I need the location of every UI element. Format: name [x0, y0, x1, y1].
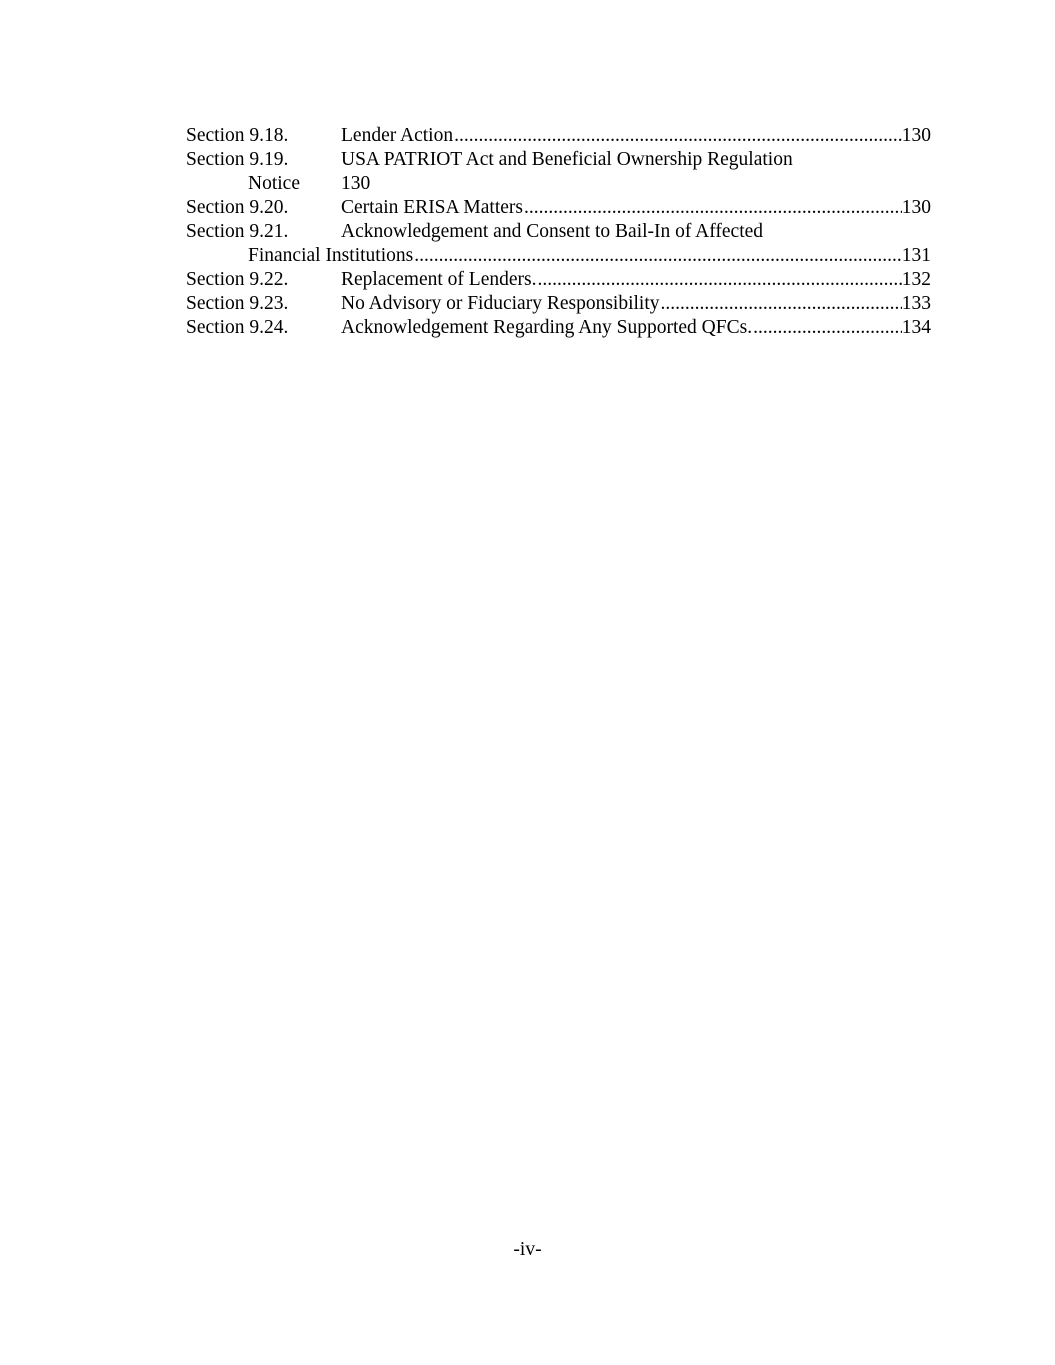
- dot-leader: [660, 292, 902, 316]
- toc-entry-title: Certain ERISA Matters: [341, 197, 523, 218]
- toc-section-number: Section 9.21.: [186, 221, 289, 242]
- toc-section-number: Section 9.18.: [186, 125, 289, 146]
- toc-entry-9-22[interactable]: [186, 268, 931, 292]
- toc-entry-title: Acknowledgement Regarding Any Supported QFCs.: [341, 317, 753, 338]
- toc-page-number: 133: [901, 293, 931, 314]
- toc-page-number: 134: [901, 317, 931, 338]
- toc-entry-title: Replacement of Lenders.: [341, 269, 537, 290]
- toc-section-number: Section 9.22.: [186, 269, 289, 290]
- toc-entry-9-21-continued[interactable]: [186, 244, 931, 268]
- dot-leader: [536, 268, 901, 292]
- dot-leader: [413, 244, 902, 268]
- toc-page-number: 131: [901, 245, 931, 266]
- toc-entry-9-24[interactable]: [186, 316, 931, 340]
- toc-section-number: Section 9.23.: [186, 293, 289, 314]
- dot-leader: [523, 196, 902, 220]
- toc-entry-title-continued: Notice: [248, 173, 300, 194]
- toc-entry-9-19[interactable]: [186, 148, 931, 172]
- toc-entry-9-21[interactable]: [186, 220, 931, 244]
- dot-leader: [453, 124, 902, 148]
- table-of-contents: [186, 124, 931, 340]
- toc-entry-9-23[interactable]: [186, 292, 931, 316]
- dot-leader: [752, 316, 902, 340]
- toc-page-number: 130: [341, 173, 371, 194]
- toc-section-number: Section 9.24.: [186, 317, 289, 338]
- toc-page-number: 130: [901, 197, 931, 218]
- toc-page-number: 132: [901, 269, 931, 290]
- toc-entry-9-18[interactable]: [186, 124, 931, 148]
- toc-section-number: Section 9.19.: [186, 149, 289, 170]
- toc-entry-title: Lender Action: [341, 125, 454, 146]
- toc-entry-title: USA PATRIOT Act and Beneficial Ownership Regulation: [341, 149, 793, 170]
- toc-section-number: Section 9.20.: [186, 197, 289, 218]
- toc-entry-title-continued: Financial Institutions: [248, 245, 414, 266]
- toc-page-number: 130: [901, 125, 931, 146]
- toc-entry-title: Acknowledgement and Consent to Bail-In of Affected: [341, 221, 764, 242]
- toc-entry-9-19-continued[interactable]: [186, 172, 931, 196]
- toc-entry-title: No Advisory or Fiduciary Responsibility: [341, 293, 660, 314]
- page-footer-number: -iv-: [513, 1239, 542, 1260]
- toc-entry-9-20[interactable]: [186, 196, 931, 220]
